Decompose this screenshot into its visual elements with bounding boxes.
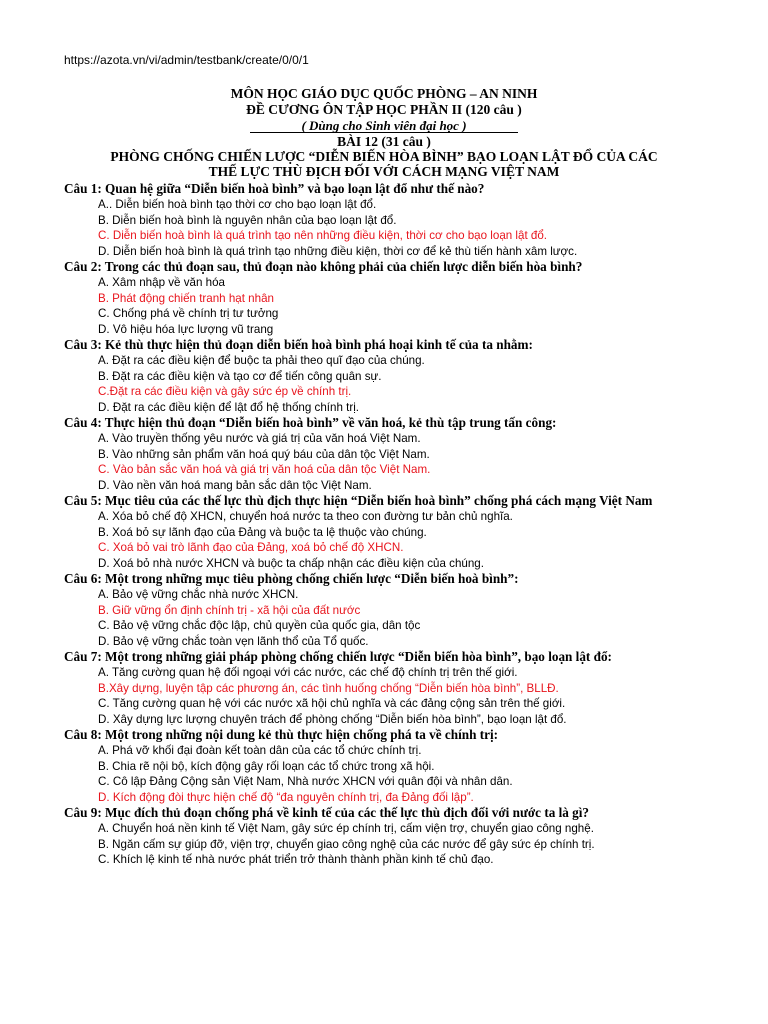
question-9: Câu 9: Mục đích thủ đoạn chống phá về kinh tế của các thế lực thù địch đối với nước ta là gì?	[64, 805, 590, 820]
answer-option: A. Chuyển hoá nền kinh tế Việt Nam, gây sức ép chính trị, cấm viện trợ, chuyển giao công nghệ.	[98, 822, 594, 835]
lesson-topic-line2: THẾ LỰC THÙ ĐỊCH ĐỐI VỚI CÁCH MẠNG VIỆT NAM	[208, 164, 560, 179]
audience-note-text: ( Dùng cho Sinh viên đại học )	[250, 119, 518, 133]
page-url: https://azota.vn/vi/admin/testbank/create/0/0/1	[64, 53, 309, 67]
question-3: Câu 3: Kẻ thù thực hiện thủ đoạn diễn biến hoà bình phá hoại kinh tế của ta nhằm:	[64, 337, 533, 352]
answer-option-correct: B. Giữ vững ổn định chính trị - xã hội của đất nước	[98, 603, 361, 617]
question-4: Câu 4: Thực hiện thủ đoạn “Diễn biến hoà bình” về văn hoá, kẻ thù tập trung tấn công:	[64, 415, 557, 430]
answer-option: C. Cô lập Đảng Cộng sản Việt Nam, Nhà nước XHCN với quân đội và nhân dân.	[98, 775, 513, 788]
question-2: Câu 2: Trong các thủ đoạn sau, thủ đoạn nào không phải của chiến lược diễn biến hòa bình?	[64, 259, 583, 274]
answer-option: D. Xoá bỏ nhà nước XHCN và buộc ta chấp nhận các điều kiện của chúng.	[98, 556, 484, 570]
answer-option: D. Đặt ra các điều kiện để lật đổ hệ thống chính trị.	[98, 400, 360, 414]
answer-option: C. Bảo vệ vững chắc độc lập, chủ quyền của quốc gia, dân tộc	[98, 619, 421, 632]
answer-option: A. Xóa bỏ chế độ XHCN, chuyển hoá nước ta theo con đường tư bản chủ nghĩa.	[98, 510, 513, 523]
answer-option: C. Khích lệ kinh tế nhà nước phát triển trở thành thành phần kinh tế chủ đạo.	[98, 853, 494, 866]
answer-option: B. Diễn biến hoà bình là nguyên nhân của bạo loạn lật đổ.	[98, 213, 397, 227]
outline-title: ĐỀ CƯƠNG ÔN TẬP HỌC PHẦN II (120 câu )	[246, 102, 522, 117]
question-6: Câu 6: Một trong những mục tiêu phòng chống chiến lược “Diễn biến hoà bình”:	[64, 571, 519, 586]
answer-option: D. Vô hiệu hóa lực lượng vũ trang	[98, 322, 274, 336]
answer-option-correct: B.Xây dựng, luyện tập các phương án, các tình huống chống “Diễn biến hòa bình”, BLLĐ.	[98, 681, 559, 695]
question-8: Câu 8: Một trong những nội dung kẻ thù thực hiện chống phá ta về chính trị:	[64, 727, 498, 742]
answer-option-correct: C.Đặt ra các điều kiện và gây sức ép về chính trị.	[98, 385, 352, 398]
question-5: Câu 5: Mục tiêu của các thế lực thù địch thực hiện “Diễn biến hoà bình” chống phá cách mạng Việt Nam	[64, 493, 653, 508]
audience-note	[0, 118, 768, 134]
answer-option: C. Tăng cường quan hệ với các nước xã hội chủ nghĩa và các đảng cộng sản trên thế giới.	[98, 697, 566, 710]
answer-option: B. Xoá bỏ sự lãnh đạo của Đảng và buộc ta lệ thuộc vào chúng.	[98, 525, 427, 539]
answer-option: C. Chống phá về chính trị tư tưởng	[98, 307, 279, 320]
answer-option: A. Xâm nhập về văn hóa	[98, 276, 225, 289]
answer-option-correct: C. Diễn biến hoà bình là quá trình tạo nên những điều kiện, thời cơ cho bạo loạn lật đổ.	[98, 229, 548, 242]
lesson-topic-line1: PHÒNG CHỐNG CHIẾN LƯỢC “DIỄN BIẾN HÒA BÌNH” BẠO LOẠN LẬT ĐỔ CỦA CÁC	[110, 149, 658, 164]
answer-option-correct: C. Vào bản sắc văn hoá và giá trị văn hoá của dân tộc Việt Nam.	[98, 463, 431, 476]
answer-option: A. Tăng cường quan hệ đối ngoại với các nước, các chế độ chính trị trên thế giới.	[98, 666, 518, 679]
subject-title: MÔN HỌC GIÁO DỤC QUỐC PHÒNG – AN NINH	[230, 86, 538, 101]
answer-option: B. Chia rẽ nội bộ, kích động gây rối loạn các tổ chức trong xã hội.	[98, 759, 435, 773]
lesson-title: BÀI 12 (31 câu )	[337, 134, 431, 149]
answer-option: A. Đặt ra các điều kiện để buộc ta phải theo quĩ đạo của chúng.	[98, 354, 425, 367]
answer-option: D. Vào nền văn hoá mang bản sắc dân tộc Việt Nam.	[98, 478, 372, 492]
answer-option: A. Bảo vệ vững chắc nhà nước XHCN.	[98, 588, 299, 601]
answer-option: B. Vào những sản phẩm văn hoá quý báu của dân tộc Việt Nam.	[98, 447, 430, 461]
question-7: Câu 7: Một trong những giải pháp phòng chống chiến lược “Diễn biến hòa bình”, bạo loạn lật đổ:	[64, 649, 612, 664]
question-1: Câu 1: Quan hệ giữa “Diễn biến hoà bình” và bạo loạn lật đổ như thế nào?	[64, 181, 485, 196]
answer-option: D. Xây dựng lực lượng chuyên trách để phòng chống “Diễn biến hòa bình”, bạo loạn lật đổ.	[98, 712, 567, 726]
answer-option: A.. Diễn biến hoà bình tạo thời cơ cho bạo loạn lật đổ.	[98, 198, 377, 211]
answer-option: B. Đặt ra các điều kiện và tạo cơ để tiến công quân sự.	[98, 369, 382, 383]
answer-option: D. Diễn biến hoà bình là quá trình tạo những điều kiện, thời cơ để kẻ thù tiến hành xâm lược.	[98, 244, 578, 258]
question-list	[64, 181, 724, 868]
answer-option: A. Vào truyền thống yêu nước và giá trị của văn hoá Việt Nam.	[98, 432, 421, 445]
answer-option-correct: B. Phát động chiến tranh hạt nhân	[98, 291, 274, 305]
answer-option: D. Bảo vệ vững chắc toàn vẹn lãnh thổ của Tổ quốc.	[98, 634, 369, 648]
answer-option-correct: D. Kích động đòi thực hiện chế độ “đa nguyên chính trị, đa Đảng đối lập”.	[98, 790, 474, 804]
answer-option-correct: C. Xoá bỏ vai trò lãnh đạo của Đảng, xoá bỏ chế độ XHCN.	[98, 541, 404, 554]
answer-option: B. Ngăn cấm sự giúp đỡ, viện trợ, chuyển giao công nghệ của các nước để gây sức ép chính trị.	[98, 837, 595, 851]
answer-option: A. Phá vỡ khối đại đoàn kết toàn dân của các tổ chức chính trị.	[98, 744, 422, 757]
